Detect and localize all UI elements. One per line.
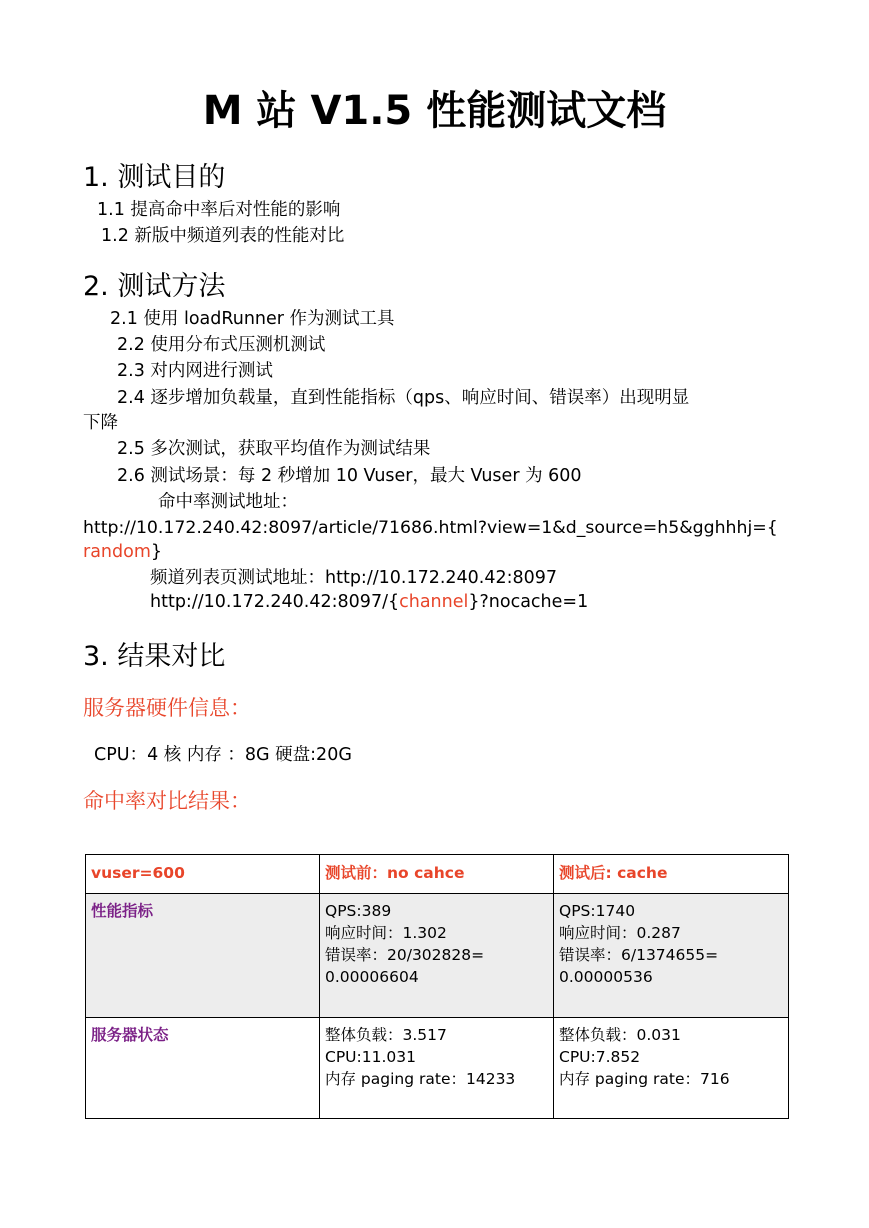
channel-url-variable: channel [399,592,469,612]
channel-url-label: 频道列表页测试地址：http://10.172.240.42:8097 [150,568,558,588]
section-2-item-4: 2.4 逐步增加负载量，直到性能指标（qps、响应时间、错误率）出现明显 [117,388,690,408]
section-3-heading: 3. 结果对比 [83,641,226,672]
section-2-item-4-cont: 下降 [83,413,118,433]
cell-line: 错误率：6/1374655= [559,946,719,964]
section-2-item-6: 2.6 测试场景：每 2 秒增加 10 Vuser，最大 Vuser 为 600 [117,466,582,486]
section-2-item-3: 2.3 对内网进行测试 [117,361,273,381]
page-title: M 站 V1.5 性能测试文档 [202,88,667,134]
cell-performance-before [320,894,554,1018]
hardware-info-title: 服务器硬件信息： [83,696,251,720]
table-row [86,894,789,1018]
hardware-info: CPU：4 核 内存 ：8G 硬盘:20G [94,745,352,765]
cell-line: QPS:389 [325,902,392,920]
section-2-item-5: 2.5 多次测试，获取平均值作为测试结果 [117,439,431,459]
section-1-item-2: 1.2 新版中频道列表的性能对比 [101,226,345,246]
section-2-heading: 2. 测试方法 [83,271,226,302]
hit-rate-url-label: 命中率测试地址： [158,492,298,512]
hit-rate-url-prefix: http://10.172.240.42:8097/article/71686.html?view=1&d_source=h5&gghhhj={ [83,518,778,538]
table-header-row [86,855,789,894]
channel-url [150,590,588,614]
cell-server-after [554,1018,789,1119]
row-label-server-status: 服务器状态 [86,1018,320,1119]
table-row [86,1018,789,1119]
cell-performance-after [554,894,789,1018]
header-cell-before: 测试前：no cahce [320,855,554,894]
section-2-item-1: 2.1 使用 loadRunner 作为测试工具 [110,309,395,329]
cell-line: 内存 paging rate：716 [559,1070,730,1088]
hit-rate-url [83,516,778,540]
hit-rate-url-suffix: } [150,542,163,562]
section-1-heading: 1. 测试目的 [83,162,226,193]
comparison-table [85,854,789,1119]
header-cell-after: 测试后: cache [554,855,789,894]
cell-line: 0.00000536 [559,968,653,986]
cell-line: 错误率：20/302828= [325,946,485,964]
cell-line: 整体负载：0.031 [559,1026,681,1044]
hit-rate-url-cont [83,540,162,564]
row-label-performance: 性能指标 [86,894,320,1018]
cell-line: 响应时间：0.287 [559,924,681,942]
cell-line: 整体负载：3.517 [325,1026,447,1044]
hit-rate-result-title: 命中率对比结果： [83,789,251,813]
hit-rate-url-variable: random [83,542,151,562]
cell-line: 内存 paging rate：14233 [325,1070,516,1088]
cell-line: QPS:1740 [559,902,636,920]
section-2-item-2: 2.2 使用分布式压测机测试 [117,335,326,355]
channel-url-prefix: http://10.172.240.42:8097/{ [150,592,400,612]
channel-url-suffix: }?nocache=1 [468,592,589,612]
cell-line: CPU:7.852 [559,1048,641,1066]
cell-line: 0.00006604 [325,968,419,986]
header-cell-vuser: vuser=600 [86,855,320,894]
cell-server-before [320,1018,554,1119]
section-1-item-1: 1.1 提高命中率后对性能的影响 [97,200,341,220]
cell-line: CPU:11.031 [325,1048,416,1066]
cell-line: 响应时间：1.302 [325,924,447,942]
